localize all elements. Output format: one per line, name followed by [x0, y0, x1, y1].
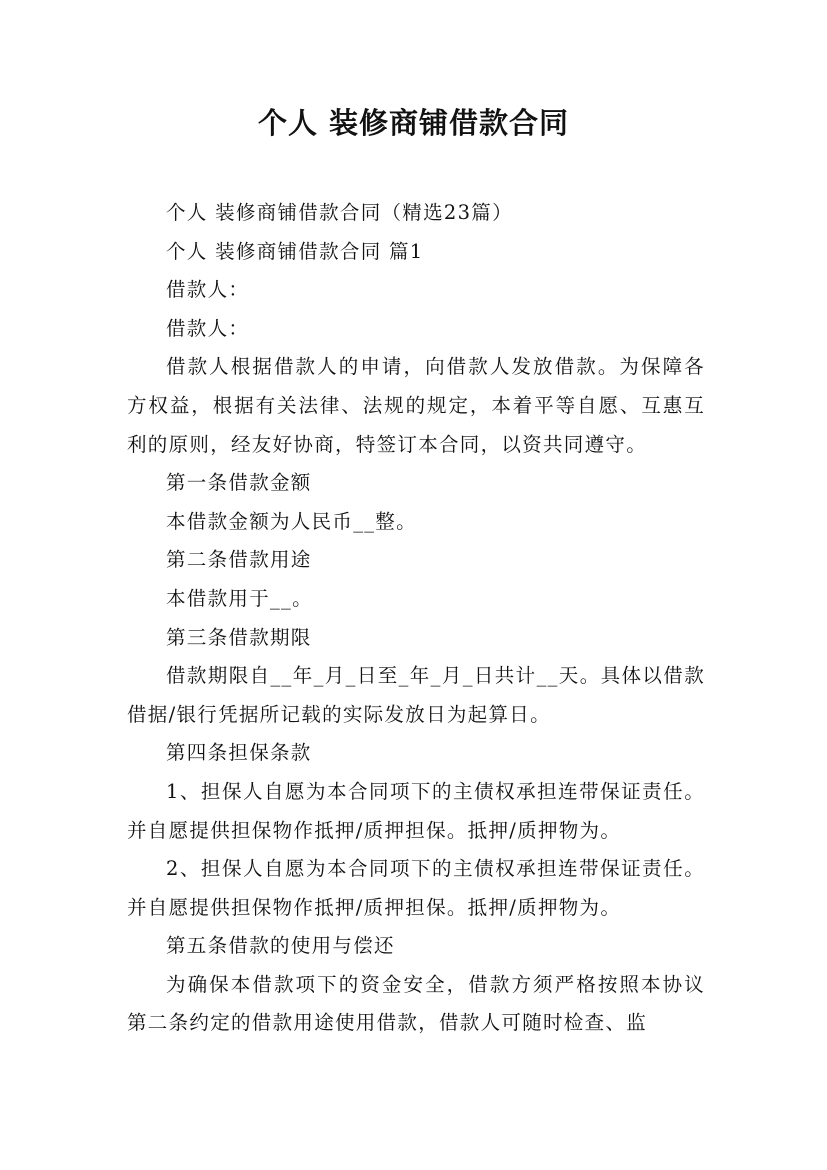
document-body — [127, 194, 705, 1043]
article-3-text: 借款期限自__年_月_日至_年_月_日共计__天。具体以借款借据/银行凭据所记载的实际发放日为起算日。 — [127, 664, 705, 726]
document-title: 个人 装修商铺借款合同 — [257, 106, 570, 140]
article-5-text: 为确保本借款项下的资金安全，借款方须严格按照本协议第二条约定的借款用途使用借款，借款人可随时检查、监 — [127, 972, 705, 1035]
article-1-text: 本借款金额为人民币__整。 — [166, 509, 417, 533]
paragraph-section-heading: 个人 装修商铺借款合同 篇1 — [166, 239, 424, 263]
article-4-clause-2: 2、担保人自愿为本合同项下的主债权承担连带保证责任。并自愿提供担保物作抵押/质押担保。抵押/质押物为。 — [127, 857, 705, 919]
article-5-heading: 第五条借款的使用与偿还 — [166, 934, 395, 958]
article-1-heading: 第一条借款金额 — [166, 471, 312, 495]
paragraph-subtitle: 个人 装修商铺借款合同（精选23篇） — [166, 201, 513, 224]
article-4-heading: 第四条担保条款 — [166, 741, 312, 765]
article-3-heading: 第三条借款期限 — [166, 625, 312, 649]
article-2-heading: 第二条借款用途 — [166, 548, 312, 572]
article-2-text: 本借款用于__。 — [166, 586, 313, 610]
article-4-clause-1: 1、担保人自愿为本合同项下的主债权承担连带保证责任。并自愿提供担保物作抵押/质押担保。抵押/质押物为。 — [127, 779, 705, 842]
paragraph-lender: 借款人： — [166, 278, 250, 302]
paragraph-preamble: 借款人根据借款人的申请，向借款人发放借款。为保障各方权益，根据有关法律、法规的规定，本着平等自愿、互惠互利的原则，经友好协商，特签订本合同，以资共同遵守。 — [127, 355, 705, 456]
paragraph-borrower: 借款人： — [166, 316, 250, 340]
